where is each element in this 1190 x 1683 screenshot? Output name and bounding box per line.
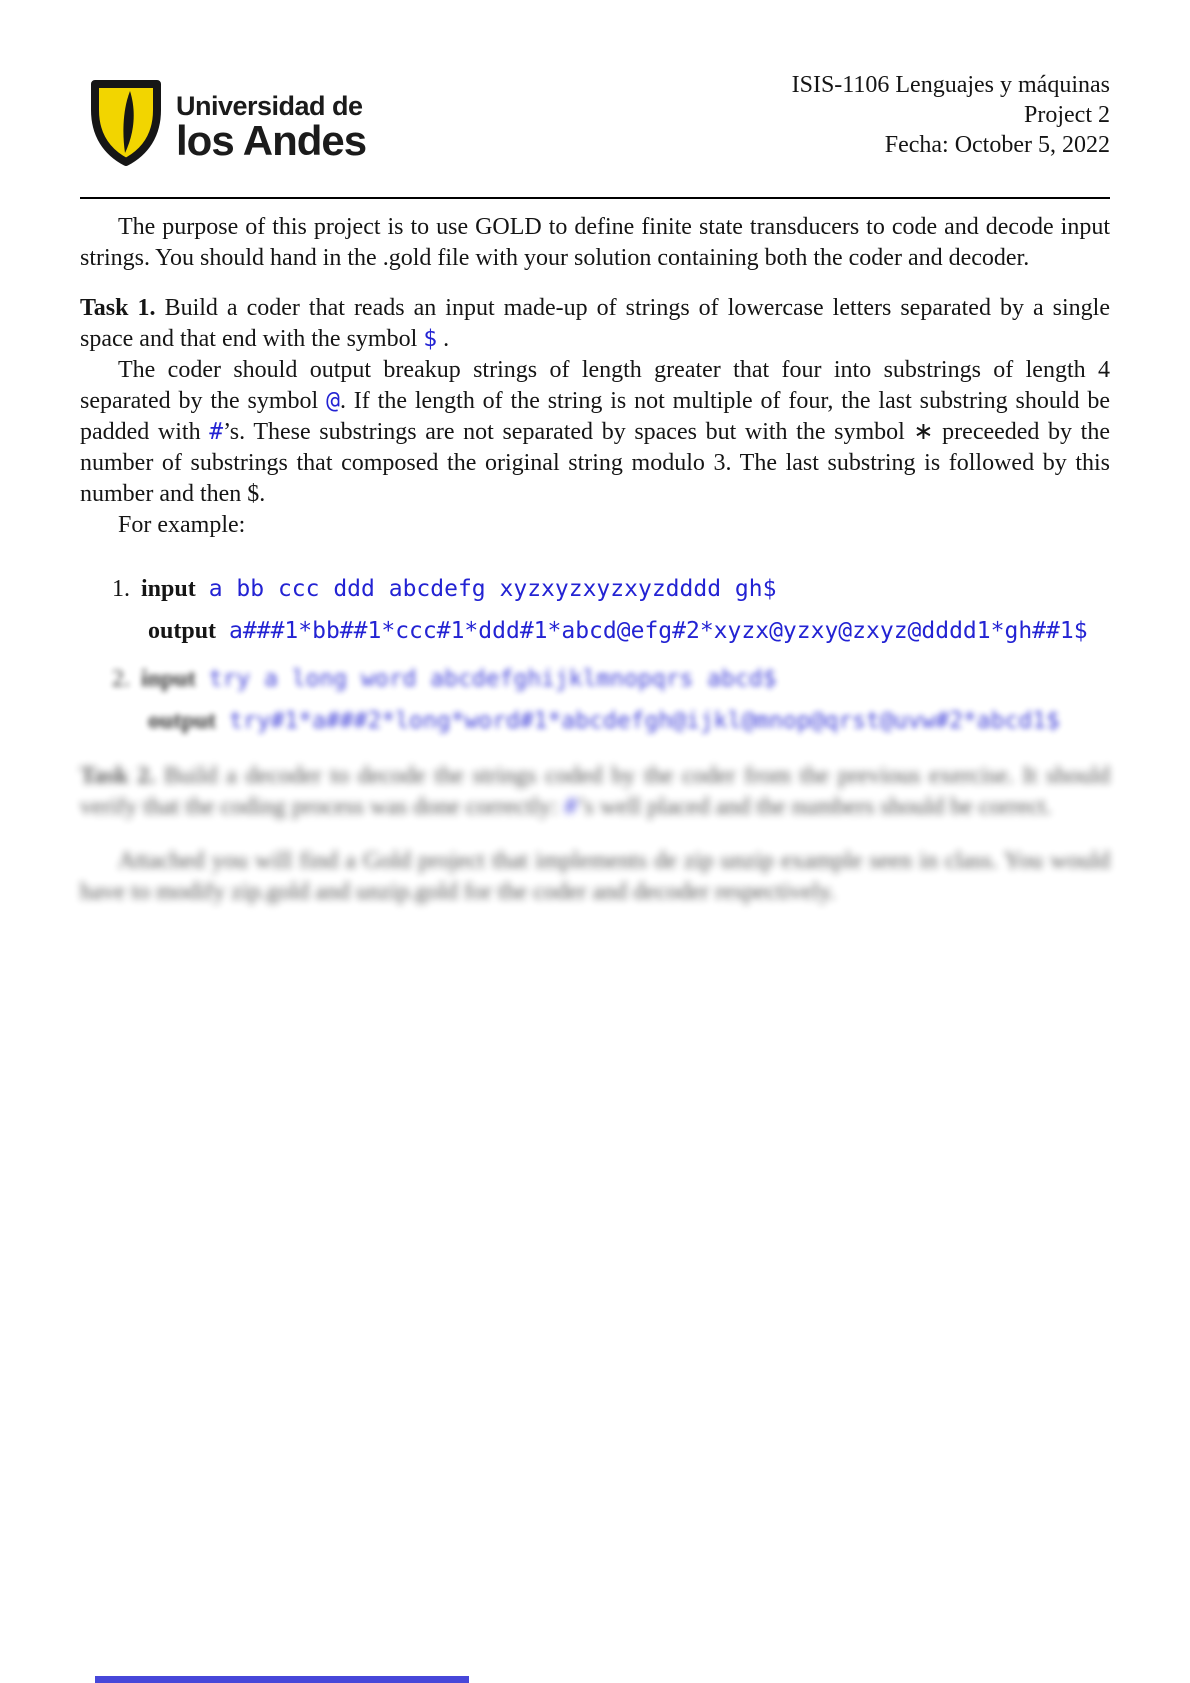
logo-line-1: Universidad de — [176, 90, 363, 121]
page-header — [80, 68, 1110, 173]
hash-symbol: # — [209, 419, 224, 445]
coder-text-a: The coder should output breakup strings of length greater that four into substrings of length 4 separated by the symbol — [80, 357, 1110, 414]
task1-sentence: Build a coder that reads an input made-up of strings of lowercase letters separated by a single space and that end with the symbol — [80, 295, 1111, 352]
course-title: ISIS-1106 Lenguajes y máquinas — [791, 72, 1110, 98]
example1-output-label: output — [148, 618, 217, 644]
example2-output-line — [148, 706, 1110, 737]
example2-number: 2. — [112, 666, 130, 692]
task2-text-b: ’s well placed and the numbers should be correct. — [577, 794, 1052, 820]
closing-paragraph-blurred: Attached you will find a Gold project that implements de zip unzip example seen in class. You would have to modify zip.gold and unzip.gold for the coder and decoder respectively. — [80, 848, 1110, 905]
header-meta — [792, 70, 1110, 160]
university-shield-icon — [88, 80, 164, 173]
examples-list — [112, 574, 1110, 737]
example1-output-line — [148, 616, 1110, 647]
example-item-1 — [112, 574, 1110, 647]
coder-text-b: . If the length of the string is not multiple of four, the last substring should be padded with — [80, 388, 1111, 445]
example2-input-label: input — [141, 666, 196, 692]
header-divider — [80, 197, 1110, 199]
example-item-2-blurred — [112, 664, 1110, 737]
example1-input-label: input — [141, 576, 196, 602]
example2-input-line — [112, 664, 1110, 695]
task1-label: Task 1. — [80, 295, 156, 321]
university-logo — [88, 80, 366, 173]
example1-input-value: a bb ccc ddd abcdefg xyzxyzxyzxyzdddd gh$ — [208, 576, 777, 602]
task1-paragraph — [80, 293, 1110, 355]
example1-input-line — [112, 574, 1110, 605]
date-line: Fecha: October 5, 2022 — [884, 132, 1110, 158]
logo-line-2: los Andes — [176, 116, 367, 164]
page-bottom-blue-bar — [95, 1676, 469, 1683]
coder-paragraph — [80, 355, 1110, 510]
example-intro: For example: — [118, 512, 246, 538]
coder-text-c: ’s. These substrings are not separated by spaces but with the symbol ∗ preceeded by the number of substrings that composed the original string modulo 3. The last substring is followed by this number and then $. — [80, 419, 1111, 507]
at-symbol: @ — [326, 388, 340, 414]
project-number: Project 2 — [1024, 102, 1110, 128]
task2-paragraph-blurred — [80, 761, 1110, 823]
dollar-symbol: $ — [423, 326, 438, 352]
example2-output-label: output — [148, 708, 217, 734]
example2-output-value: try#1*a###2*long*word#1*abcdefgh@ijkl@mnop@qrst@uvw#2*abcd1$ — [229, 708, 1060, 734]
task2-hash-symbol: # — [563, 794, 578, 820]
university-logo-text — [176, 92, 366, 162]
intro-paragraph: The purpose of this project is to use GOLD to define finite state transducers to code and decode input strings. You should hand in the .gold file with your solution containing both the coder and decoder. — [80, 214, 1110, 271]
example1-number: 1. — [112, 576, 130, 602]
task2-label: Task 2. — [80, 763, 156, 789]
task1-sentence-end: . — [443, 326, 450, 352]
example1-output-value: a###1*bb##1*ccc#1*ddd#1*abcd@efg#2*xyzx@yzxy@zxyz@dddd1*gh##1$ — [229, 618, 1088, 644]
task2-text-a: Build a decoder to decode the strings coded by the coder from the previous exercise. It should verify that the coding process was done correctly: — [80, 763, 1110, 820]
example2-input-value: try a long word abcdefghijklmnopqrs abcd$ — [208, 666, 777, 692]
